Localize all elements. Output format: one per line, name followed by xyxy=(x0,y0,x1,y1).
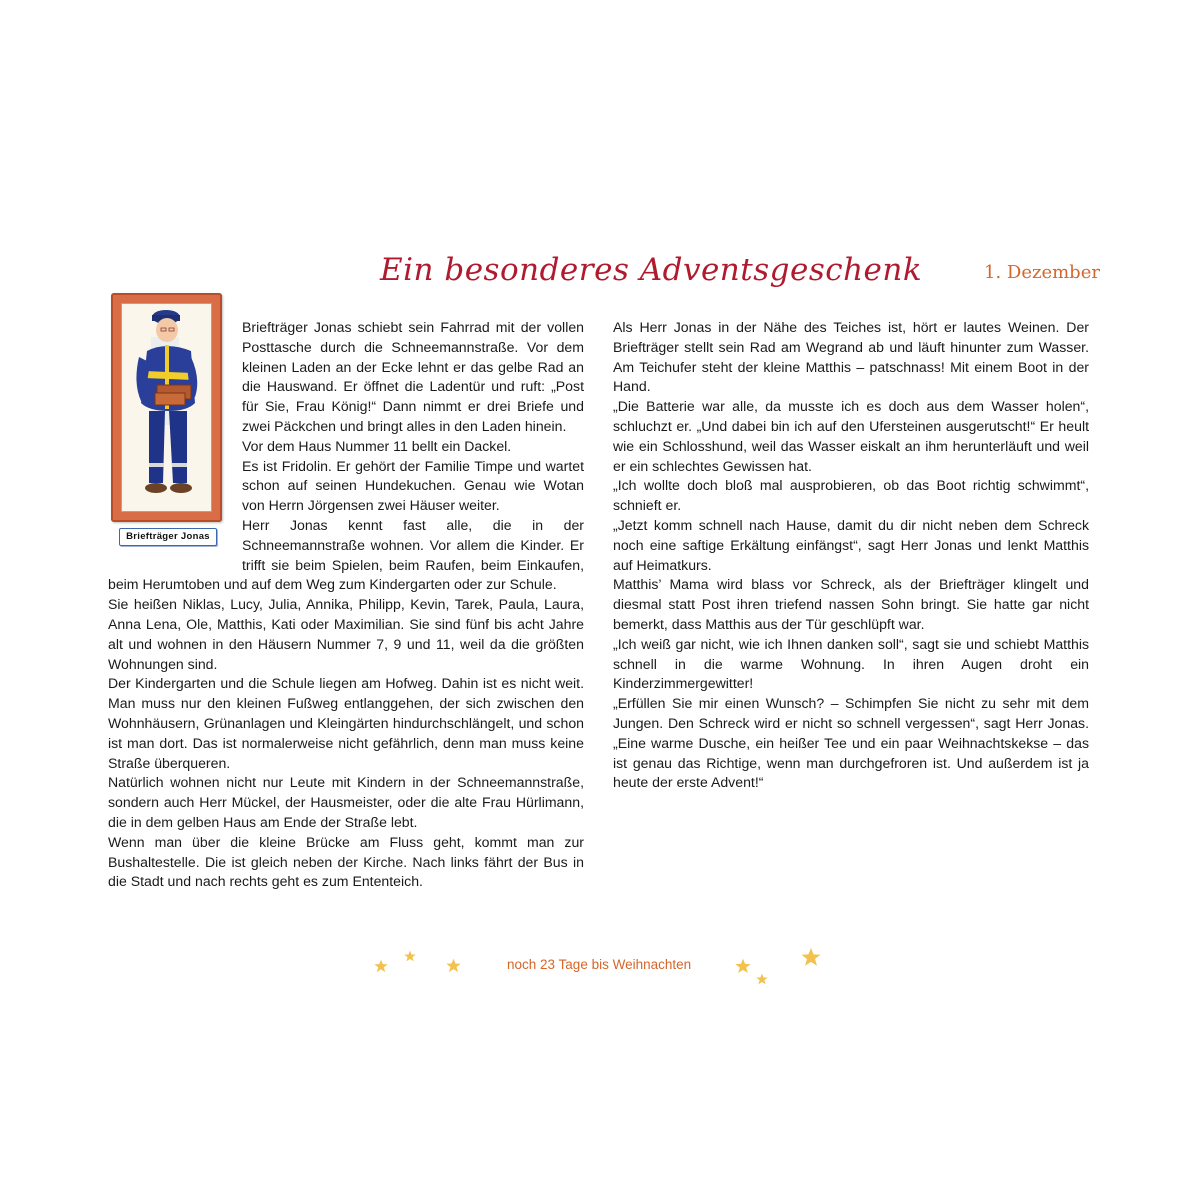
paragraph: Sie heißen Niklas, Lucy, Julia, Annika, Philipp, Kevin, Tarek, Paula, Laura, Anna Lena, Ole, Matthis, Kati oder Maximilian. Sie sind fünf bis acht Jahre alt und wohnen in den Häusern Nummer 7, 9 und 11, weil da die größten Wohnungen sind. xyxy=(108,596,584,672)
paragraph: „Erfüllen Sie mir einen Wunsch? – Schimpfen Sie nicht zu sehr mit dem Jungen. Den Schreck wird er nicht so schnell vergessen“, sagt Herr Jonas. „Eine warme Dusche, ein heißer Tee und ein paar Weihnachtskekse – das ist genau das Richtige, wenn man durchgefroren ist. Und außerdem ist ja heute der erste Advent!“ xyxy=(613,695,1089,791)
paragraph: Wenn man über die kleine Brücke am Fluss geht, kommt man zur Bushaltestelle. Die ist gleich neben der Kirche. Nach links fährt der Bus in die Stadt und nach rechts geht es zum Ententeich. xyxy=(108,833,584,890)
star-icon xyxy=(735,958,751,974)
paragraph: Briefträger Jonas schiebt sein Fahrrad mit der vollen Posttasche durch die Schneemannstraße. Vor dem kleinen Laden an der Ecke lehnt er das gelbe Rad an die Hauswand. Er öffnet die Ladentür und ruft: „Post für Sie, Frau König!“ Dann nimmt er drei Briefe und zwei Päckchen und bringt alles in den Laden hinein. xyxy=(242,319,584,434)
chapter-date: 1. Dezember xyxy=(984,262,1100,283)
chapter-title: Ein besonderes Adventsgeschenk xyxy=(380,252,923,288)
days-until-christmas: noch 23 Tage bis Weihnachten xyxy=(507,957,692,972)
paragraph: Der Kindergarten und die Schule liegen am Hofweg. Dahin ist es nicht weit. Man muss nur den kleinen Fußweg entlanggehen, der sich zwischen den Wohnhäusern, Grünanlagen und Kleingärten hindurchschlängelt, und schon ist man dort. Das ist normalerweise nicht gefährlich, denn man muss keine Straße überqueren. xyxy=(108,675,584,771)
paragraph: „Ich wollte doch bloß mal ausprobieren, ob das Boot richtig schwimmt“, schnieft er. xyxy=(613,477,1089,514)
star-icon xyxy=(374,959,388,973)
illustration-spacer xyxy=(108,318,242,557)
paragraph: Es ist Fridolin. Er gehört der Familie Timpe und wartet schon auf seinen Hundekuchen. Genau wie Wotan von Herrn Jörgensen zwei Häuser weiter. xyxy=(242,457,584,514)
star-icon xyxy=(404,950,416,962)
left-column xyxy=(108,318,584,892)
star-icon xyxy=(756,973,768,985)
star-icon xyxy=(446,958,461,973)
paragraph: Natürlich wohnen nicht nur Leute mit Kindern in der Schneemannstraße, sondern auch Herr Mückel, der Hausmeister, oder die alte Frau Hürlimann, die in dem gelben Haus am Ende der Straße lebt. xyxy=(108,774,584,830)
paragraph: Matthis’ Mama wird blass vor Schreck, als der Briefträger klingelt und diesmal statt Post ihren triefend nassen Sohn bringt. Sie hatte gar nicht bemerkt, dass Matthis aus der Tür geschlüpft war. xyxy=(613,576,1089,632)
paragraph: Herr Jonas kennt fast alle, die in der Schneemannstraße wohnen. Vor allem die Kinder. Er trifft sie beim Spielen, beim Raufen, beim Einkaufen, beim Herumtoben und auf dem Weg zum Kindergarten oder zur Schule. xyxy=(108,516,584,593)
star-icon xyxy=(801,947,821,967)
paragraph: „Die Batterie war alle, da musste ich es doch aus dem Wasser holen“, schluchzt er. „Und dabei bin ich auf den Ufersteinen ausgerutscht!“ Er heult wie ein Schlosshund, weil das Wasser eiskalt an ihm herunterläuft und weil er ein schlechtes Gewissen hat. xyxy=(613,398,1089,474)
paragraph: Als Herr Jonas in der Nähe des Teiches ist, hört er lautes Weinen. Der Briefträger stellt sein Rad am Wegrand ab und läuft hinunter zum Wasser. Am Teichufer steht der kleine Matthis – patschnass! Mit einem Boot in der Hand. xyxy=(613,319,1089,395)
paragraph: Vor dem Haus Nummer 11 bellt ein Dackel. xyxy=(242,437,512,454)
illustration-caption: Briefträger Jonas xyxy=(119,528,217,546)
right-column xyxy=(613,318,1089,793)
paragraph: „Jetzt komm schnell nach Hause, damit du dir nicht neben dem Schreck noch eine saftige Erkältung einfängst“, sagt Herr Jonas und lenkt Matthis auf Heimatkurs. xyxy=(613,516,1089,573)
paragraph: „Ich weiß gar nicht, wie ich Ihnen danken soll“, sagt sie und schiebt Matthis schnell in die warme Wohnung. In ihren Augen droht ein Kinderzimmergewitter! xyxy=(613,635,1089,692)
